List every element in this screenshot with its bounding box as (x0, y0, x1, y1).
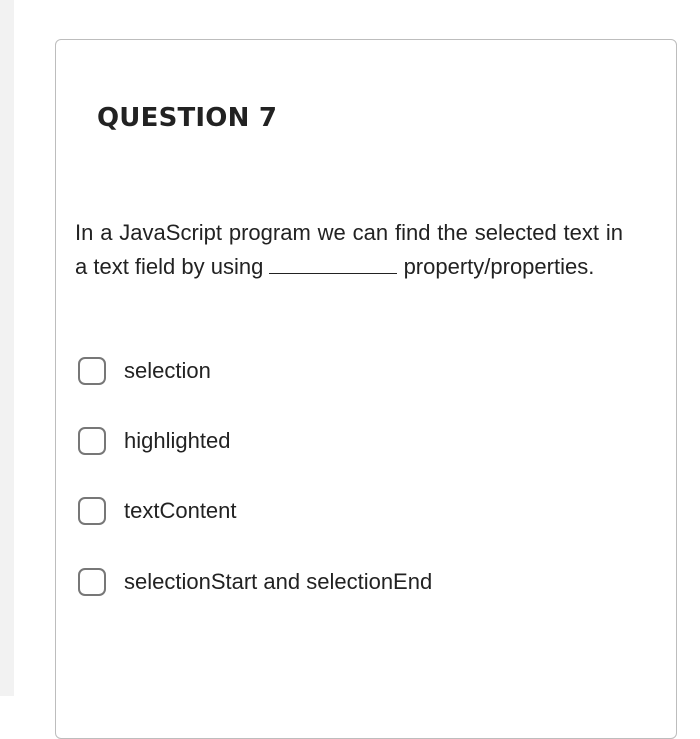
question-title: QUESTION 7 (97, 103, 278, 133)
question-text-part-2: property/properties. (397, 254, 595, 279)
option-checkbox[interactable] (78, 497, 106, 525)
option-checkbox[interactable] (78, 357, 106, 385)
option-textcontent[interactable] (78, 497, 237, 525)
page-left-edge (0, 0, 14, 696)
question-text (75, 216, 623, 284)
option-label: selectionStart and selectionEnd (124, 569, 433, 594)
option-highlighted[interactable] (78, 427, 230, 455)
option-label: highlighted (124, 428, 231, 453)
option-selectionstart-and-selectionend[interactable] (78, 568, 432, 596)
option-label: selection (124, 358, 211, 383)
option-checkbox[interactable] (78, 568, 106, 596)
option-label: textContent (124, 498, 237, 523)
option-selection[interactable] (78, 357, 211, 385)
option-checkbox[interactable] (78, 427, 106, 455)
question-card (55, 39, 677, 739)
answer-blank (269, 253, 397, 274)
question-text-part-1: In a JavaScript program we can find the selected text in a text field by using (75, 220, 623, 279)
